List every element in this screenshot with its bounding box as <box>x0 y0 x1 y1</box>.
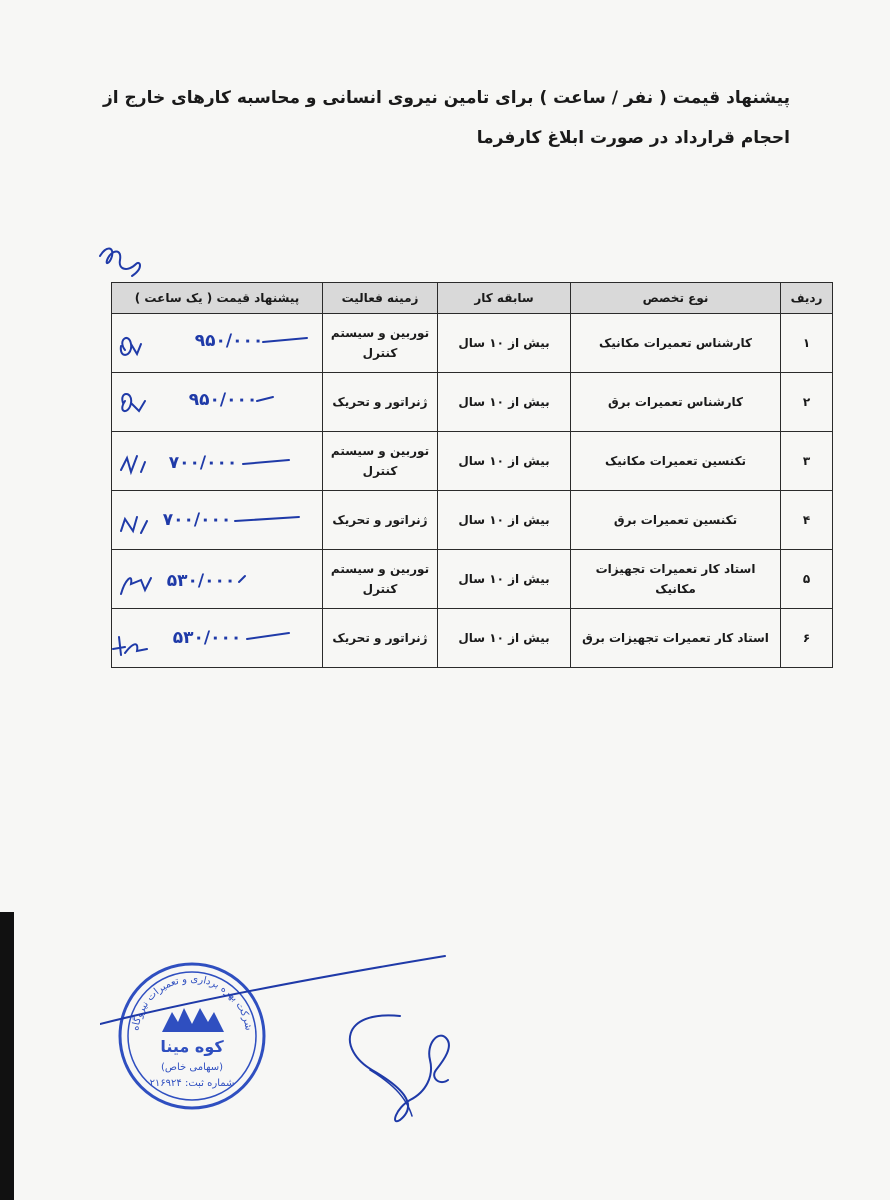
price-text: ۷۰۰/۰۰۰ <box>168 453 238 473</box>
cell-experience: بیش از ۱۰ سال <box>438 314 571 373</box>
cell-specialty: کارشناس تعمیرات برق <box>571 373 781 432</box>
price-text: ۵۳۰/۰۰۰ <box>166 571 236 591</box>
cell-row-no: ۶ <box>781 609 833 668</box>
handwritten-price <box>111 609 322 667</box>
header-row-no: ردیف <box>781 283 833 314</box>
price-text: ۷۰۰/۰۰۰ <box>162 510 232 530</box>
cell-experience: بیش از ۱۰ سال <box>438 550 571 609</box>
table-row <box>112 432 833 491</box>
stamp-company-name: کوه مینا <box>160 1037 224 1056</box>
cell-row-no: ۳ <box>781 432 833 491</box>
cell-price <box>112 373 323 432</box>
price-table <box>111 282 833 668</box>
cell-price <box>112 314 323 373</box>
cell-activity: ژنراتور و تحریک <box>323 373 438 432</box>
cell-price <box>112 432 323 491</box>
cell-activity: توربین و سیستم کنترل <box>323 314 438 373</box>
cell-activity: ژنراتور و تحریک <box>323 491 438 550</box>
cell-specialty: تکنسین تعمیرات برق <box>571 491 781 550</box>
handwritten-price <box>111 314 322 372</box>
heading-line-1: پیشنهاد قیمت ( نفر / ساعت ) برای تامین نیروی انسانی و محاسبه کارهای خارج از <box>103 88 790 108</box>
table-row <box>112 550 833 609</box>
table-row <box>112 609 833 668</box>
table-row <box>112 373 833 432</box>
handwritten-initials <box>92 238 152 286</box>
cell-experience: بیش از ۱۰ سال <box>438 491 571 550</box>
price-text: ۹۵۰/۰۰۰ <box>188 390 258 410</box>
table-row <box>112 491 833 550</box>
cell-specialty: استاد کار تعمیرات تجهیزات مکانیک <box>571 550 781 609</box>
cell-row-no: ۱ <box>781 314 833 373</box>
header-specialty: نوع تخصص <box>571 283 781 314</box>
handwritten-price <box>111 373 322 431</box>
handwritten-price <box>111 491 322 549</box>
cell-activity: توربین و سیستم کنترل <box>323 550 438 609</box>
cell-specialty: تکنسین تعمیرات مکانیک <box>571 432 781 491</box>
cell-row-no: ۲ <box>781 373 833 432</box>
table-header-row <box>112 283 833 314</box>
cell-specialty: کارشناس تعمیرات مکانیک <box>571 314 781 373</box>
handwritten-price <box>111 550 322 608</box>
header-price: پیشنهاد قیمت ( یک ساعت ) <box>112 283 323 314</box>
cell-price <box>112 491 323 550</box>
cell-specialty: استاد کار تعمیرات تجهیزات برق <box>571 609 781 668</box>
table-row <box>112 314 833 373</box>
stamp-type: (سهامی خاص) <box>160 1062 224 1073</box>
cell-price <box>112 550 323 609</box>
handwritten-price <box>111 432 322 490</box>
heading-line-2: احجام قرارداد در صورت ابلاغ کارفرما <box>476 128 790 148</box>
table-body <box>112 314 833 668</box>
cell-row-no: ۴ <box>781 491 833 550</box>
cell-activity: ژنراتور و تحریک <box>323 609 438 668</box>
handwritten-signature <box>100 920 560 1150</box>
cell-row-no: ۵ <box>781 550 833 609</box>
scan-edge-bar <box>0 912 14 1200</box>
price-text: ۹۵۰/۰۰۰ <box>194 331 264 351</box>
cell-activity: توربین و سیستم کنترل <box>323 432 438 491</box>
document-heading <box>103 78 790 158</box>
stamp-registration: شماره ثبت: ۲۱۶۹۲۴ <box>149 1078 235 1089</box>
price-text: ۵۳۰/۰۰۰ <box>172 628 242 648</box>
header-activity: زمینه فعالیت <box>323 283 438 314</box>
header-experience: سابقه کار <box>438 283 571 314</box>
stamp-top-text: شرکت بهره برداری و تعمیرات نیروگاه <box>130 973 254 1032</box>
cell-experience: بیش از ۱۰ سال <box>438 609 571 668</box>
cell-experience: بیش از ۱۰ سال <box>438 432 571 491</box>
cell-price <box>112 609 323 668</box>
cell-experience: بیش از ۱۰ سال <box>438 373 571 432</box>
